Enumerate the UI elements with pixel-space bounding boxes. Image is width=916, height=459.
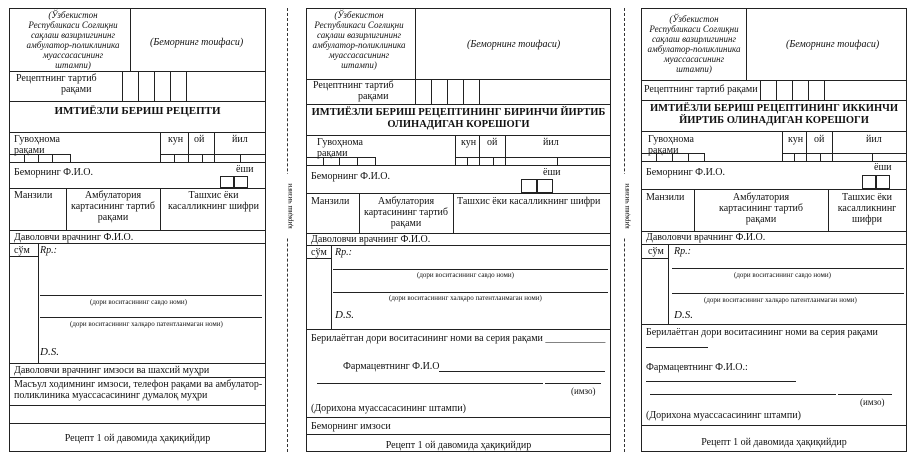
diagnosis-label: Ташхис ёки касалликнинг шифри	[457, 196, 601, 207]
pharmacist-name-label: Фармацевтнинг Ф.И.О	[343, 361, 440, 372]
day-label: кун	[461, 137, 477, 148]
validity-note: Рецепт 1 ой давомида ҳақиқийдир	[64, 433, 211, 444]
sign-label: (имзо)	[860, 397, 885, 407]
prescription-form	[9, 8, 266, 452]
second-stub-form	[641, 8, 907, 452]
form-title: ИМТИЁЗЛИ БЕРИШ РЕЦЕПТИ	[54, 105, 221, 117]
patient-category: (Беморнинг тоифаси)	[467, 39, 561, 50]
month-label: ой	[487, 137, 498, 148]
cut-line-label: қирқиш чизиғи	[286, 174, 294, 238]
rp-label: Rp.:	[40, 245, 57, 256]
day-label: кун	[788, 134, 804, 145]
rp-label: Rp.:	[674, 246, 691, 257]
sum-label: сўм	[14, 245, 30, 256]
pharmacy-stamp-label: (Дорихона муассасасининг штампи)	[311, 403, 466, 414]
patient-name-label: Беморнинг Ф.И.О.	[646, 167, 726, 178]
pharmacy-stamp-label: (Дорихона муассасасининг штампи)	[646, 410, 801, 421]
sum-label: сўм	[648, 246, 664, 257]
sum-label: сўм	[311, 247, 327, 258]
clinic-stamp: (Ўзбекистон Республикаси Соғлиқни сақлаш вазирлигининг амбулатор-поликлиника муассасасининг штампи)	[26, 10, 120, 70]
drug-intl-name: (дори воситасининг халқаро патентланмаган номи)	[70, 320, 223, 328]
diagnosis-label: Ташхис ёки касалликнинг шифри	[837, 192, 897, 225]
day-label: кун	[168, 134, 184, 145]
card-number-label: Амбулатория картасининг тартиб рақами	[71, 190, 155, 223]
ds-label: D.S.	[674, 309, 693, 321]
drug-intl-name: (дори воситасининг халқаро патентланмаган номи)	[389, 294, 542, 302]
drug-trade-name: (дори воситасининг савдо номи)	[417, 271, 514, 279]
form-title: ИМТИЁЗЛИ БЕРИШ РЕЦЕПТИНИНГ БИРИНЧИ ЙИРТИБ ОЛИНАДИГАН КОРЕШОГИ	[311, 107, 606, 130]
diagnosis-label: Ташхис ёки касалликнинг шифри	[168, 190, 259, 212]
order-number-label: Рецептнинг тартиб рақами	[313, 80, 394, 102]
address-label: Манзили	[14, 190, 53, 201]
sign-label: (имзо)	[571, 386, 596, 396]
month-label: ой	[814, 134, 825, 145]
age-label: ёши	[236, 164, 254, 175]
age-label: ёши	[543, 167, 561, 178]
cut-line-label: қирқиш чизиғи	[623, 174, 631, 238]
patient-category: (Беморнинг тоифаси)	[786, 39, 880, 50]
ds-label: D.S.	[335, 309, 354, 321]
drug-trade-name: (дори воситасининг савдо номи)	[90, 298, 187, 306]
form-title: ИМТИЁЗЛИ БЕРИШ РЕЦЕПТИНИНГ ИККИНЧИ ЙИРТИБ ОЛИНАДИГАН КОРЕШОГИ	[650, 103, 898, 126]
doctor-name-label: Даволовчи врачнинг Ф.И.О.	[14, 232, 134, 243]
validity-note: Рецепт 1 ой давомида ҳақиқийдир	[385, 440, 532, 451]
doctor-name-label: Даволовчи врачнинг Ф.И.О.	[311, 234, 431, 245]
year-label: йил	[232, 134, 248, 145]
clinic-stamp: (Ўзбекистон Республикаси Соғлиқни сақлаш вазирлигининг амбулатор-поликлиника муассасасининг штампи)	[647, 14, 741, 74]
responsible-signature-label: Масъул ходимнинг имзоси, телефон рақами ва амбулатор- поликлиника муассасасининг думалоқ муҳри	[14, 379, 263, 401]
patient-name-label: Беморнинг Ф.И.О.	[311, 171, 391, 182]
validity-note: Рецепт 1 ой давомида ҳақиқийдир	[701, 437, 847, 448]
card-number-label: Амбулатория картасининг тартиб рақами	[364, 196, 448, 229]
address-label: Манзили	[646, 192, 685, 203]
year-label: йил	[543, 137, 559, 148]
drug-intl-name: (дори воситасининг халқаро патентланмаган номи)	[704, 296, 857, 304]
year-label: йил	[866, 134, 882, 145]
age-label: ёши	[874, 162, 892, 173]
issued-drug-label: Берилаётган дори воситасининг номи ва серия рақами	[646, 327, 878, 338]
pharmacist-name-label: Фармацевтнинг Ф.И.О.:	[646, 362, 748, 373]
ds-label: D.S.	[40, 346, 59, 358]
patient-category: (Беморнинг тоифаси)	[150, 37, 244, 48]
drug-trade-name: (дори воситасининг савдо номи)	[734, 271, 831, 279]
month-label: ой	[194, 134, 205, 145]
order-number-label: Рецептнинг тартиб рақами	[644, 84, 758, 95]
doctor-name-label: Даволовчи врачнинг Ф.И.О.	[646, 232, 766, 243]
card-number-label: Амбулатория картасининг тартиб рақами	[719, 192, 803, 225]
certificate-number-label: Гувоҳнома рақами	[648, 134, 694, 156]
address-label: Манзили	[311, 196, 350, 207]
issued-drug-label: Берилаётган дори воситасининг номи ва серия рақами ____________	[311, 333, 606, 344]
first-stub-form	[306, 8, 611, 452]
certificate-number-label: Гувоҳнома рақами	[14, 134, 60, 156]
rp-label: Rp.:	[335, 247, 352, 258]
clinic-stamp: (Ўзбекистон Республикаси Соғлиқни сақлаш вазирлигининг амбулатор-поликлиника муассасасининг штампи)	[312, 10, 406, 70]
patient-signature-label: Беморнинг имзоси	[311, 421, 391, 432]
doctor-signature-label: Даволовчи врачнинг имзоси ва шахсий муҳри	[14, 365, 210, 376]
certificate-number-label: Гувоҳнома рақами	[317, 137, 363, 159]
patient-name-label: Беморнинг Ф.И.О.	[14, 167, 94, 178]
order-number-label: Рецептнинг тартиб рақами	[16, 73, 97, 95]
